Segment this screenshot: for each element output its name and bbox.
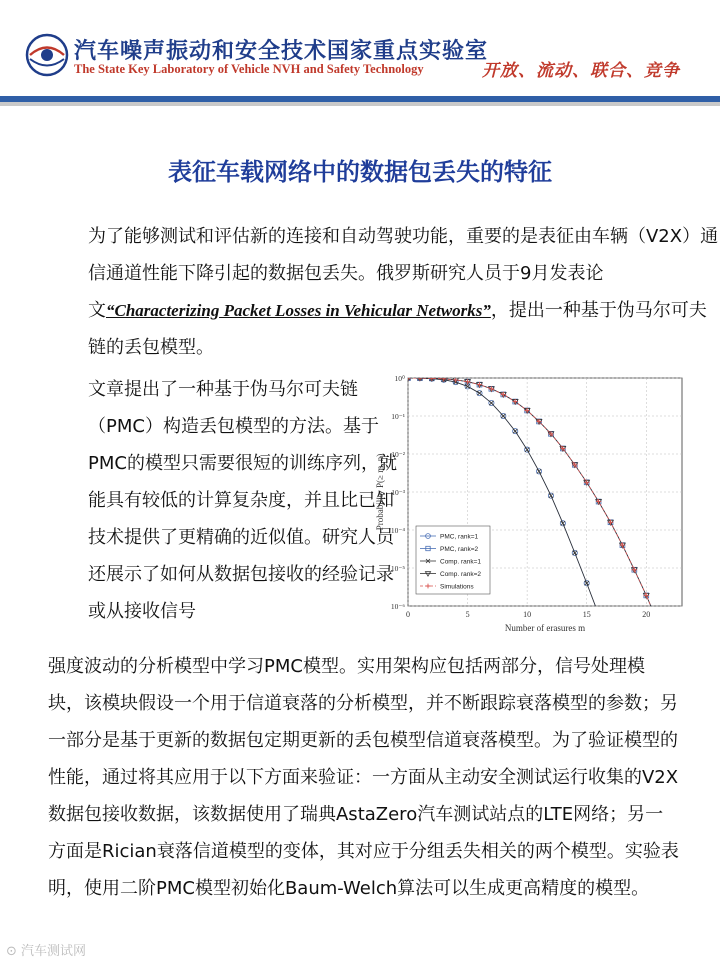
y-tick-label: 10⁰ <box>394 374 405 383</box>
x-tick-label: 20 <box>642 610 651 619</box>
y-axis-label: Probability P(≥ m, n) <box>375 453 385 531</box>
paper-title: “Characterizing Packet Losses in Vehicular Networks” <box>106 301 491 320</box>
x-tick-label: 15 <box>582 610 591 619</box>
y-tick-label: 10⁻¹ <box>391 412 405 421</box>
data-point <box>655 621 661 626</box>
y-tick-label: 10⁻⁴ <box>390 526 405 535</box>
lab-name-en: The State Key Laboratory of Vehicle NVH and Safety Technology <box>74 62 424 76</box>
y-tick-label: 10⁻⁵ <box>390 564 405 573</box>
paragraph-method: 文章提出了一种基于伪马尔可夫链（PMC）构造丢包模型的方法。基于PMC的模型只需要很短的训练序列，就能具有较低的计算复杂度，并且比已知技术提供了更精确的近似值。研究人员还展示了如何从数据包接收的经验记录或从接收信号 <box>88 379 397 622</box>
x-tick-label: 0 <box>406 610 410 619</box>
header <box>0 0 720 100</box>
slogan: 开放、流动、联合、竞争 <box>482 61 680 81</box>
x-axis-label: Number of erasures m <box>504 623 586 633</box>
y-tick-label: 10⁻² <box>391 450 405 459</box>
header-divider-grey <box>0 102 720 106</box>
paragraph-intro-text-a: 为了能够测试和评估新的连接和自动驾驶功能，重要的是表征由车辆（V2X）通信通道性能下降引起的数据包丢失。俄罗斯研究人员于9月发表论文 <box>88 226 719 321</box>
legend-label: Comp. rank=2 <box>440 571 482 578</box>
legend-label: Simulations <box>440 583 474 591</box>
lab-name-cn: 汽车噪声振动和安全技术国家重点实验室 <box>74 39 489 64</box>
paragraph-details: 强度波动的分析模型中学习PMC模型。实用架构应包括两部分，信号处理模块，该模块假设一个用于信道衰落的分析模型，并不断跟踪衰落模型的参数；另一部分是基于更新的数据包定期更新的丢包模型信道衰落模型。为了验证模型的性能，通过将其应用于以下方面来验证：一方面从主动安全测试运行收集的V2X数据包接收数据，该数据使用了瑞典AstaZero汽车测试站点的LTE网络；另一方面是Rician衰落信道模型的变体，其对应于分组丢失相关的两个模型。实验表明，使用二阶PMC模型初始化Baum-Welch算法可以生成更高精度的模型。 <box>48 656 679 899</box>
y-tick-label: 10⁻³ <box>391 488 405 497</box>
watermark: ⊙ 汽车测试网 <box>6 944 87 959</box>
legend-label: PMC, rank=2 <box>440 546 479 553</box>
data-point <box>596 612 601 617</box>
article-title: 表征车载网络中的数据包丢失的特征 <box>168 158 552 186</box>
x-tick-label: 5 <box>465 610 470 619</box>
data-point <box>596 612 600 616</box>
packet-loss-chart <box>372 368 690 638</box>
paragraph-intro-text-b: ，提出一种基于伪马尔可夫链的丢包模型。 <box>88 300 707 358</box>
x-tick-label: 10 <box>523 610 532 619</box>
legend-label: Comp. rank=1 <box>440 558 482 566</box>
data-point <box>656 621 661 626</box>
y-tick-label: 10⁻⁶ <box>390 602 405 611</box>
paragraph-intro <box>48 218 720 366</box>
data-point <box>656 621 661 626</box>
legend-label: PMC, rank=1 <box>440 533 479 541</box>
lab-emblem-icon <box>24 32 70 78</box>
